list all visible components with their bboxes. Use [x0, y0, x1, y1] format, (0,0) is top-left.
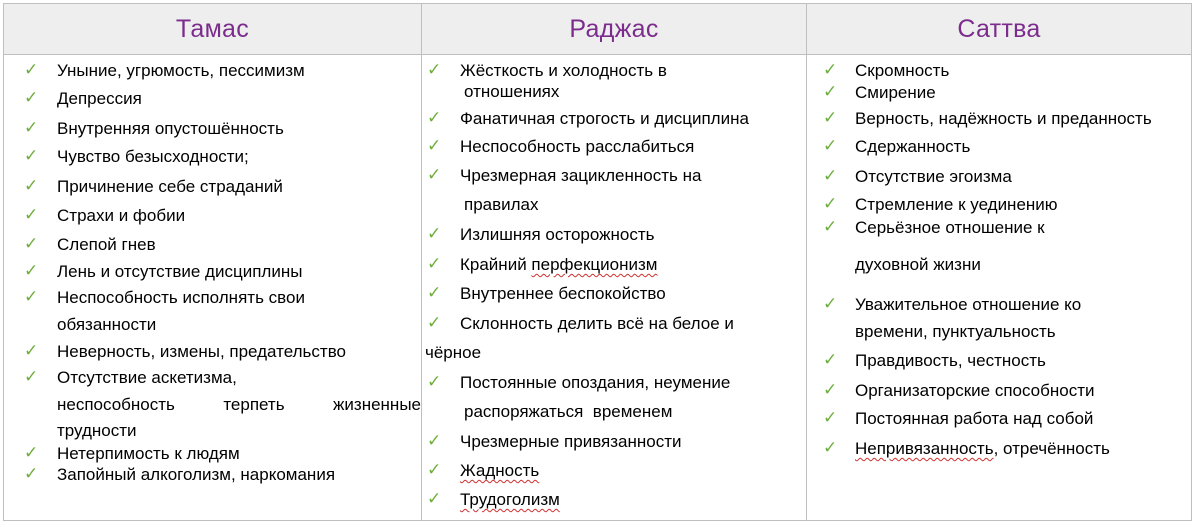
column-sattva [807, 4, 1191, 520]
column-header-sattva [807, 4, 1191, 55]
column-tamas [4, 4, 422, 520]
checkmark-icon: ✓ [24, 341, 39, 361]
item-text: Верность, надёжность и преданность [855, 109, 1152, 128]
item-text: Сдержанность [855, 137, 971, 156]
column-header-tamas [4, 4, 421, 55]
item-text: Правдивость, честность [855, 351, 1046, 370]
qualities-table [3, 3, 1192, 521]
checkmark-icon: ✓ [24, 261, 39, 281]
item-text: Трудоголизм [460, 490, 560, 509]
column-title: Саттва [957, 14, 1041, 43]
item-text: Страхи и фобии [57, 206, 186, 225]
item-text [855, 438, 1110, 459]
checkmark-icon: ✓ [427, 460, 442, 480]
item-text: Организаторские способности [855, 381, 1095, 400]
spellcheck-word: Непривязанность [855, 439, 994, 458]
item-text: Постоянная работа над собой [855, 409, 1094, 428]
item-text: Стремление к уединению [855, 195, 1058, 214]
item-text: Жадность [460, 461, 540, 480]
checkmark-icon: ✓ [427, 136, 442, 156]
item-text: Чувство безысходности; [57, 147, 249, 166]
item-text: Уныние, угрюмость, пессимизм [57, 61, 305, 80]
item-text: Неспособность расслабиться [460, 137, 695, 156]
checkmark-icon: ✓ [427, 108, 442, 128]
checkmark-icon: ✓ [24, 118, 39, 138]
checkmark-icon: ✓ [427, 60, 442, 80]
column-rajas [422, 4, 807, 520]
item-text-continued: правилах [464, 195, 539, 214]
item-text: Лень и отсутствие дисциплины [57, 262, 303, 281]
item-text: Отсутствие аскетизма, [57, 368, 237, 387]
checkmark-icon: ✓ [823, 438, 838, 458]
item-text: Смирение [855, 83, 936, 102]
checkmark-icon: ✓ [823, 294, 838, 314]
item-text-continued: отношениях [464, 82, 560, 101]
item-text-continued: времени, пунктуальность [855, 322, 1056, 341]
item-text-part: Крайний перфекционизм [460, 255, 658, 274]
word: терпеть [223, 395, 285, 414]
checkmark-icon: ✓ [24, 234, 39, 254]
checkmark-icon: ✓ [24, 464, 39, 484]
spellcheck-word: перфекционизм [531, 255, 658, 274]
item-text: Жёсткость и холодность в [460, 61, 667, 80]
word: жизненные [333, 395, 421, 414]
checkmark-icon: ✓ [823, 60, 838, 80]
item-text: Внутреннее беспокойство [460, 284, 666, 303]
checkmark-icon: ✓ [823, 82, 838, 102]
item-text-continued [57, 394, 421, 415]
checkmark-icon: ✓ [24, 146, 39, 166]
checkmark-icon: ✓ [427, 254, 442, 274]
checkmark-icon: ✓ [823, 166, 838, 186]
item-text: Серьёзное отношение к [855, 218, 1045, 237]
checkmark-icon: ✓ [24, 176, 39, 196]
checkmark-icon: ✓ [427, 431, 442, 451]
item-text: Чрезмерные привязанности [460, 432, 682, 451]
item-text-continued: чёрное [425, 343, 482, 362]
checkmark-icon: ✓ [427, 313, 442, 333]
checkmark-icon: ✓ [24, 205, 39, 225]
checkmark-icon: ✓ [823, 350, 838, 370]
item-text: Скромность [855, 61, 950, 80]
checkmark-icon: ✓ [427, 165, 442, 185]
checkmark-icon: ✓ [24, 88, 39, 108]
item-text: Слепой гнев [57, 235, 156, 254]
checkmark-icon: ✓ [823, 136, 838, 156]
item-text-continued: трудности [57, 421, 137, 440]
item-text: Отсутствие эгоизма [855, 167, 1012, 186]
checkmark-icon: ✓ [823, 408, 838, 428]
checkmark-icon: ✓ [823, 217, 838, 237]
item-text-continued: распоряжаться временем [464, 402, 673, 421]
item-text: Внутренняя опустошённость [57, 119, 284, 138]
item-text-continued: духовной жизни [855, 255, 981, 274]
item-text: Нетерпимость к людям [57, 444, 240, 463]
item-text: Постоянные опоздания, неумение [460, 373, 731, 392]
item-text-part: Непривязанность, отречённость [855, 439, 1110, 458]
checkmark-icon: ✓ [427, 489, 442, 509]
item-text: Запойный алкоголизм, наркомания [57, 465, 336, 484]
item-text: Уважительное отношение ко [855, 295, 1082, 314]
item-text: Излишняя осторожность [460, 225, 655, 244]
checkmark-icon: ✓ [823, 380, 838, 400]
checkmark-icon: ✓ [24, 367, 39, 387]
column-title: Раджас [569, 14, 659, 43]
column-title: Тамас [175, 14, 250, 43]
checkmark-icon: ✓ [427, 283, 442, 303]
item-text: Причинение себе страданий [57, 177, 283, 196]
checkmark-icon: ✓ [823, 194, 838, 214]
item-text [460, 254, 657, 275]
item-text-continued: обязанности [57, 315, 157, 334]
item-text: Неспособность исполнять свои [57, 288, 305, 307]
checkmark-icon: ✓ [427, 372, 442, 392]
checkmark-icon: ✓ [24, 443, 39, 463]
word: неспособность [57, 395, 175, 414]
item-text: Фанатичная строгость и дисциплина [460, 109, 749, 128]
column-header-rajas [422, 4, 806, 55]
item-text: Депрессия [57, 89, 142, 108]
item-text: Чрезмерная зацикленность на [460, 166, 702, 185]
checkmark-icon: ✓ [24, 287, 39, 307]
checkmark-icon: ✓ [24, 60, 39, 80]
checkmark-icon: ✓ [823, 108, 838, 128]
item-text: Неверность, измены, предательство [57, 342, 346, 361]
item-text: Склонность делить всё на белое и [460, 314, 734, 333]
checkmark-icon: ✓ [427, 224, 442, 244]
